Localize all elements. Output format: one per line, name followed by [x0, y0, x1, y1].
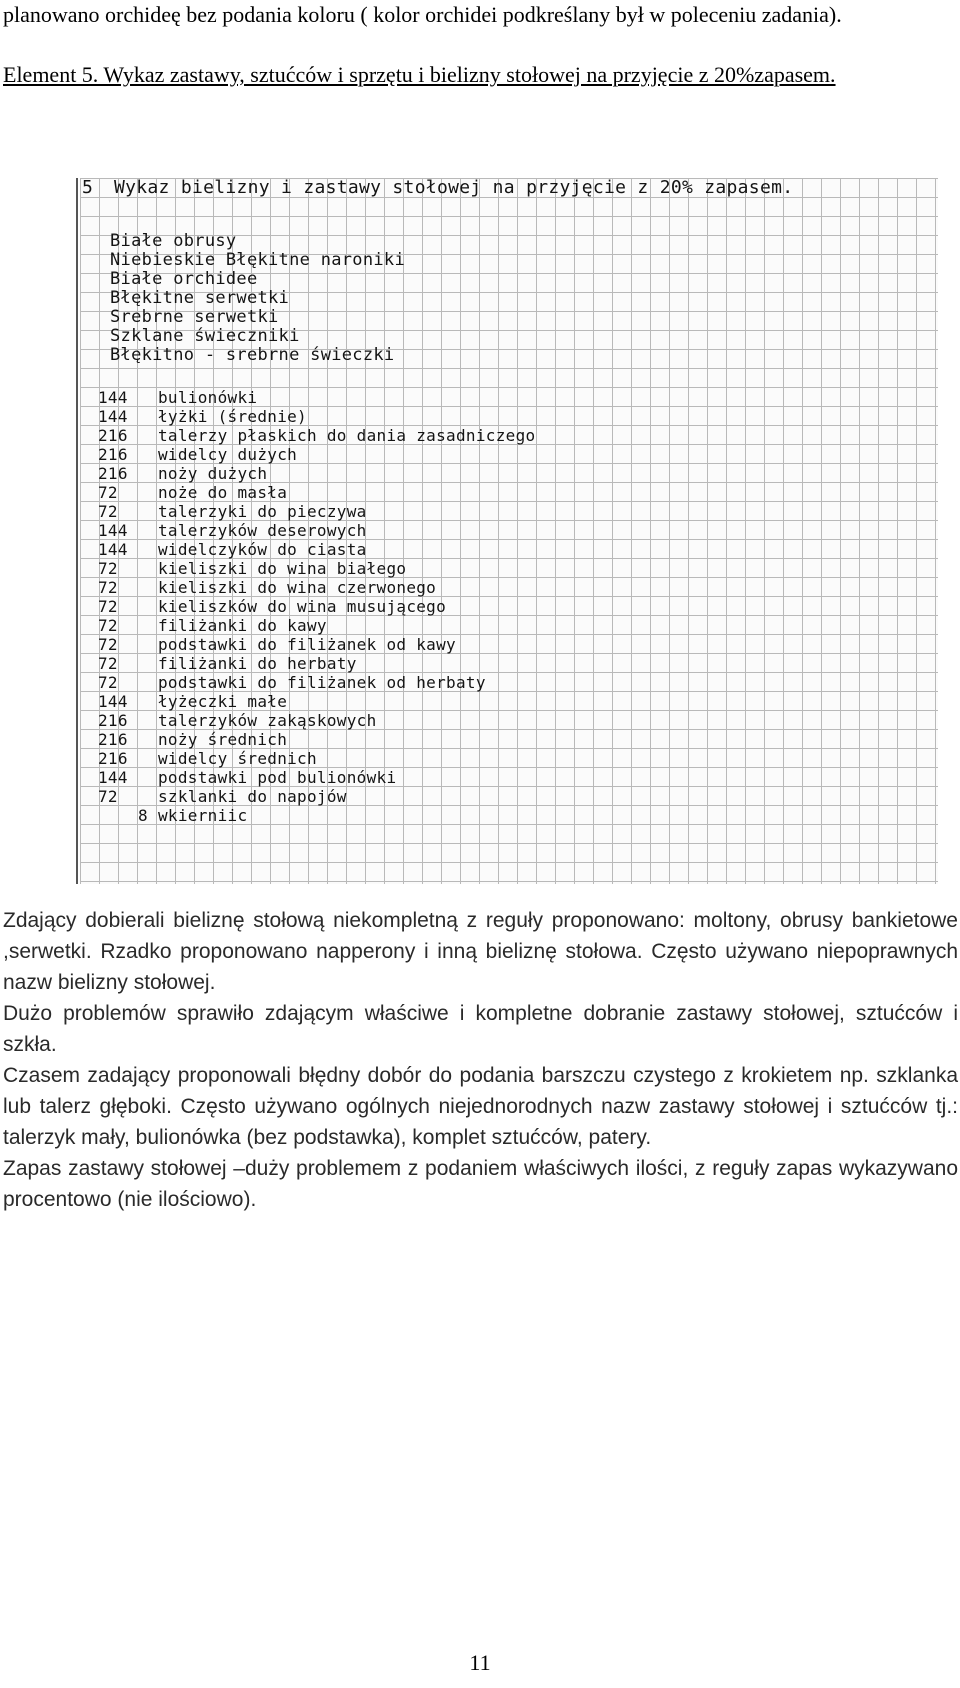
item-name: widelcy dużych — [158, 445, 298, 464]
item-name: łyżeczki małe — [158, 692, 288, 711]
item-name: wkierniic — [158, 806, 248, 825]
linen-item: Białe orchidee — [110, 269, 258, 289]
item-name: kieliszki do wina białego — [158, 559, 407, 578]
item-name: noży średnich — [158, 730, 288, 749]
paragraph: Zapas zastawy stołowej –duży problemem z podaniem właściwych ilości, z reguły zapas wykazywano procentowo (nie ilościowo). — [3, 1157, 958, 1211]
item-quantity: 72 — [98, 597, 118, 616]
item-name: bulionówki — [158, 388, 258, 407]
item-name: widelcy średnich — [158, 749, 317, 768]
item-quantity: 72 — [98, 483, 118, 502]
item-quantity: 144 — [98, 768, 128, 787]
item-quantity: 72 — [98, 578, 118, 597]
item-quantity: 144 — [98, 388, 128, 407]
item-name: podstawki pod bulionówki — [158, 768, 397, 787]
item-quantity: 216 — [98, 711, 128, 730]
sheet-edge — [76, 178, 78, 884]
item-quantity: 72 — [98, 616, 118, 635]
item-quantity: 216 — [98, 426, 128, 445]
item-quantity: 72 — [98, 673, 118, 692]
linen-item: Srebrne serwetki — [110, 307, 279, 327]
item-name: kieliszków do wina musującego — [158, 597, 447, 616]
item-name: talerzyków zakąskowych — [158, 711, 377, 730]
item-name: filiżanki do kawy — [158, 616, 327, 635]
item-name: filiżanki do herbaty — [158, 654, 357, 673]
linen-item: Błękitno - srebrne świeczki — [110, 345, 395, 365]
intro-text — [3, 0, 953, 90]
item-quantity: 72 — [98, 654, 118, 673]
linen-item: Szklane świeczniki — [110, 326, 300, 346]
item-name: talerzy płaskich do dania zasadniczego — [158, 426, 536, 445]
sheet-number: 5 — [82, 177, 94, 198]
item-name: łyżki (średnie) — [158, 407, 307, 426]
paragraph: Czasem zadający proponowali błędny dobór do podania barszczu czystego z krokietem np. szklanka lub talerz głęboki. Często używano ogólnych niejednorodnych nazw zastawy stołowej i sztućców tj.: talerzyk mały, bulionówka (bez podstawka), komplet sztućców, patery. — [3, 1064, 958, 1149]
item-quantity: 216 — [98, 445, 128, 464]
item-quantity: 8 — [138, 806, 148, 825]
item-name: podstawki do filiżanek od herbaty — [158, 673, 486, 692]
item-quantity: 216 — [98, 464, 128, 483]
linen-item: Błękitne serwetki — [110, 288, 290, 308]
item-quantity: 72 — [98, 787, 118, 806]
item-quantity: 144 — [98, 692, 128, 711]
item-name: noży dużych — [158, 464, 268, 483]
item-name: podstawki do filiżanek od kawy — [158, 635, 456, 654]
linen-item: Niebieskie Błękitne naroniki — [110, 250, 405, 270]
paragraph: Dużo problemów sprawiło zdającym właściwe i kompletne dobranie zastawy stołowej, sztućców i szkła. — [3, 1002, 958, 1056]
item-quantity: 144 — [98, 521, 128, 540]
item-quantity: 144 — [98, 407, 128, 426]
paragraph: Zdający dobierali bieliznę stołową niekompletną z reguły proponowano: moltony, obrusy bankietowe ,serwetki. Rzadko proponowano napperony i inną bieliznę stołowa. Często używano niepoprawnych nazw bielizny stołowej. — [3, 909, 958, 994]
item-quantity: 216 — [98, 730, 128, 749]
item-quantity: 72 — [98, 559, 118, 578]
element-heading: Element 5. Wykaz zastawy, sztućców i sprzętu i bielizny stołowej na przyjęcie z 20%zapasem. — [3, 62, 836, 87]
item-name: talerzyków deserowych — [158, 521, 367, 540]
item-name: talerzyki do pieczywa — [158, 502, 367, 521]
item-name: widelczyków do ciasta — [158, 540, 367, 559]
item-name: noże do masła — [158, 483, 288, 502]
item-quantity: 72 — [98, 635, 118, 654]
item-quantity: 72 — [98, 502, 118, 521]
item-quantity: 144 — [98, 540, 128, 559]
sheet-title: Wykaz bielizny i zastawy stołowej na przyjęcie z 20% zapasem. — [114, 177, 794, 198]
handwritten-sheet — [80, 178, 938, 884]
commentary — [3, 905, 958, 1215]
item-name: szklanki do napojów — [158, 787, 347, 806]
linen-item: Białe obrusy — [110, 231, 237, 251]
page-number: 11 — [469, 1650, 491, 1675]
intro-line: planowano orchideę bez podania koloru ( kolor orchidei podkreślany był w poleceniu zadania). — [3, 2, 842, 27]
item-name: kieliszki do wina czerwonego — [158, 578, 437, 597]
item-quantity: 216 — [98, 749, 128, 768]
